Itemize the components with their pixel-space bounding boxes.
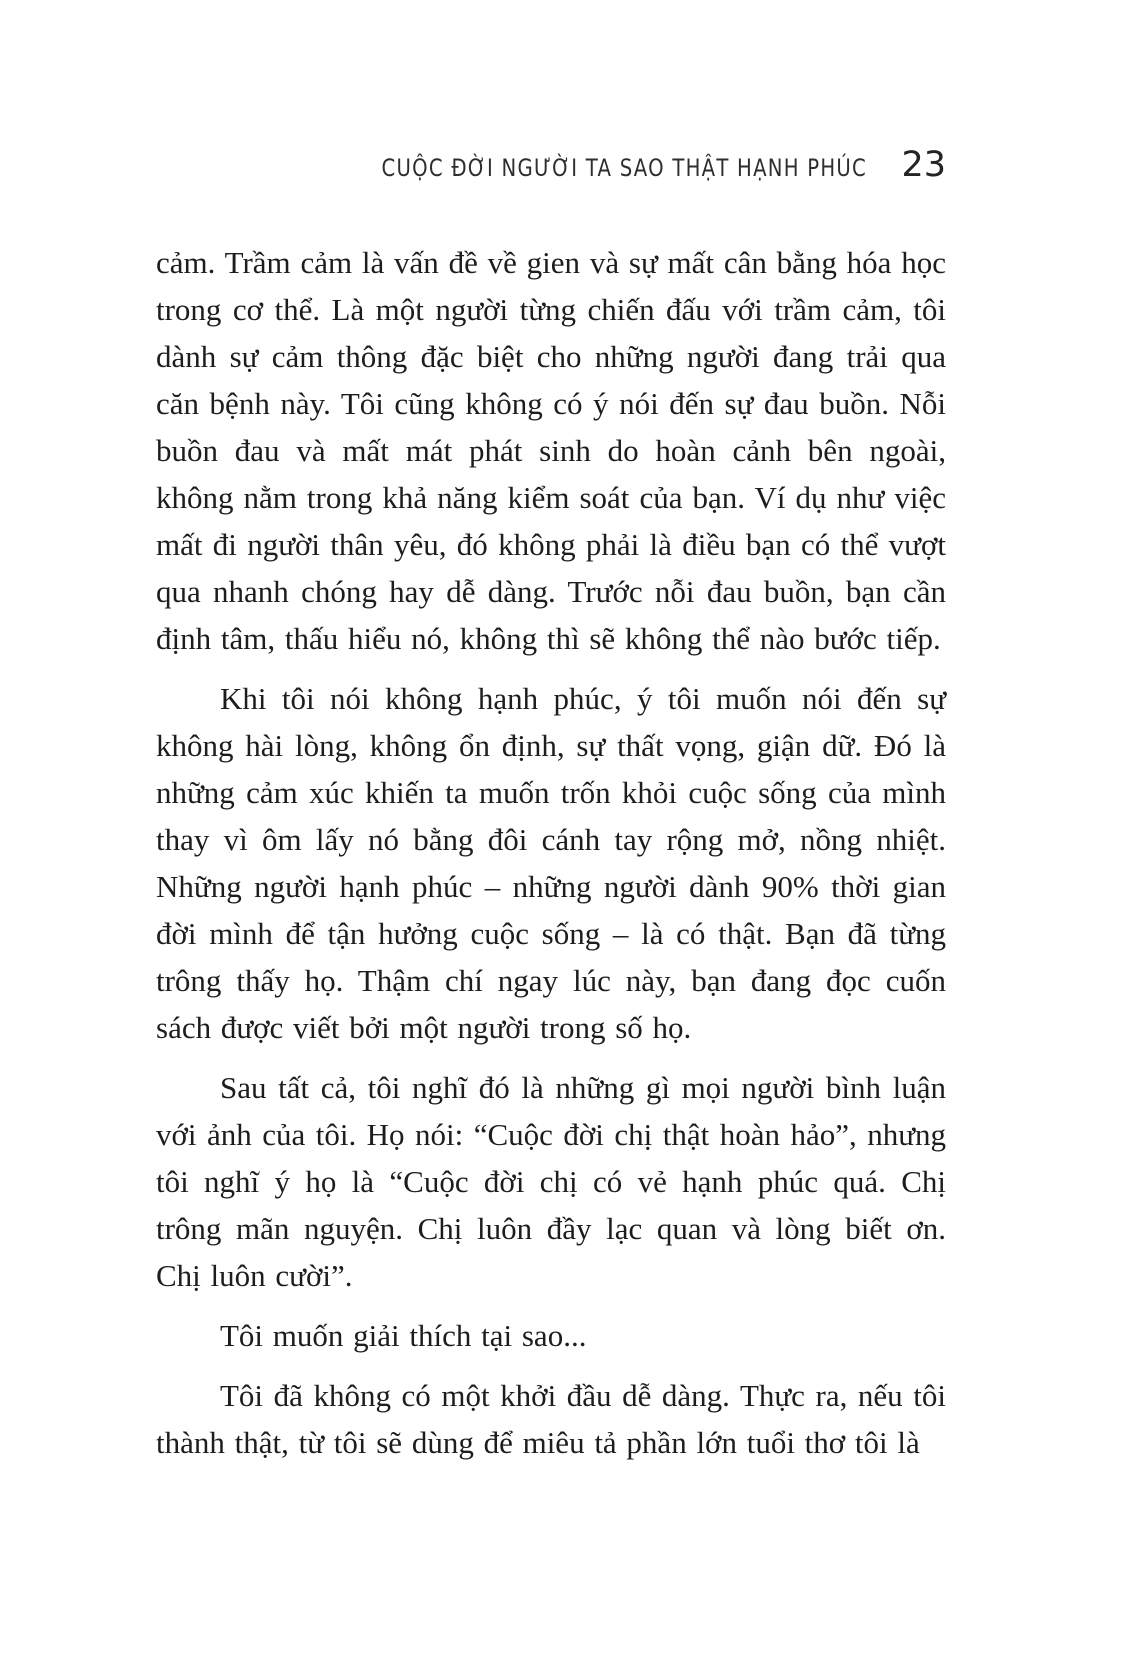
text-column	[156, 145, 946, 1466]
body-paragraph-1: cảm. Trầm cảm là vấn đề về gien và sự mất cân bằng hóa học trong cơ thể. Là một người từng chiến đấu với trầm cảm, tôi dành sự cảm thông đặc biệt cho những người đang trải qua căn bệnh này. Tôi cũng không có ý nói đến sự đau buồn. Nỗi buồn đau và mất mát phát sinh do hoàn cảnh bên ngoài, không nằm trong khả năng kiểm soát của bạn. Ví dụ như việc mất đi người thân yêu, đó không phải là điều bạn có thể vượt qua nhanh chóng hay dễ dàng. Trước nỗi đau buồn, bạn cần định tâm, thấu hiểu nó, không thì sẽ không thể nào bước tiếp.	[156, 245, 946, 656]
body-paragraph-4: Tôi muốn giải thích tại sao...	[220, 1318, 587, 1353]
page-header	[156, 145, 946, 185]
page-number: 23	[901, 145, 946, 185]
body-paragraph-2: Khi tôi nói không hạnh phúc, ý tôi muốn nói đến sự không hài lòng, không ổn định, sự thất vọng, giận dữ. Đó là những cảm xúc khiến ta muốn trốn khỏi cuộc sống của mình thay vì ôm lấy nó bằng đôi cánh tay rộng mở, nồng nhiệt. Những người hạnh phúc – những người dành 90% thời gian đời mình để tận hưởng cuộc sống – là có thật. Bạn đã từng trông thấy họ. Thậm chí ngay lúc này, bạn đang đọc cuốn sách được viết bởi một người trong số họ.	[156, 681, 946, 1045]
page-body	[156, 239, 946, 1466]
running-head-title: CUỘC ĐỜI NGƯỜI TA SAO THẬT HẠNH PHÚC	[382, 154, 868, 182]
body-paragraph-5: Tôi đã không có một khởi đầu dễ dàng. Thực ra, nếu tôi thành thật, từ tôi sẽ dùng để miêu tả phần lớn tuổi thơ tôi là	[156, 1378, 946, 1460]
body-paragraph-3: Sau tất cả, tôi nghĩ đó là những gì mọi người bình luận với ảnh của tôi. Họ nói: “Cuộc đời chị thật hoàn hảo”, nhưng tôi nghĩ ý họ là “Cuộc đời chị có vẻ hạnh phúc quá. Chị trông mãn nguyện. Chị luôn đầy lạc quan và lòng biết ơn. Chị luôn cười”.	[156, 1070, 946, 1293]
